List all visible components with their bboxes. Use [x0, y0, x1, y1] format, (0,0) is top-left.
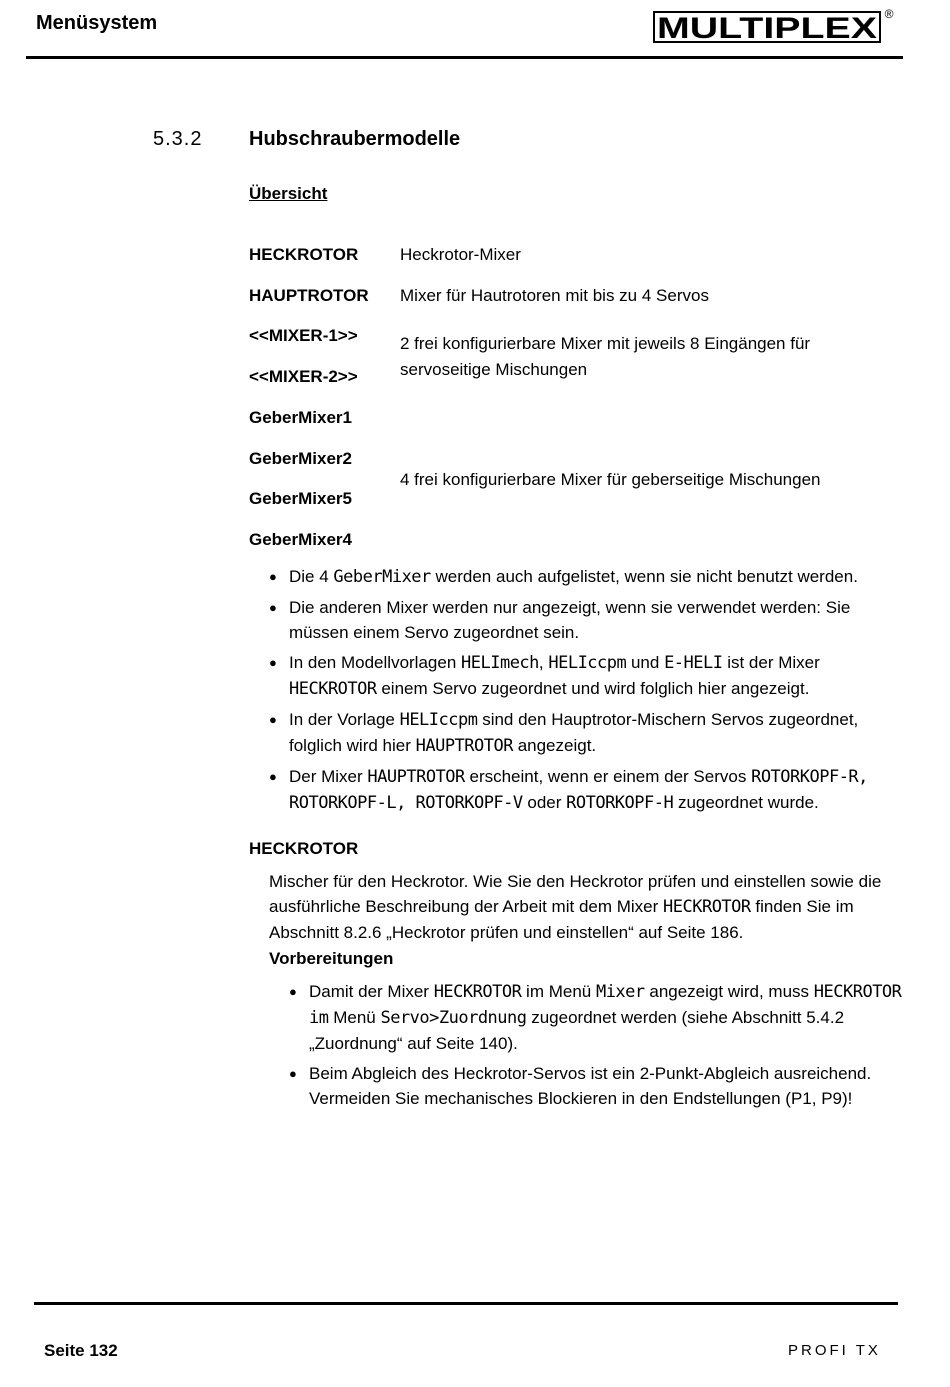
term-mixer-2: <<MIXER-2>>	[249, 367, 358, 386]
term-gebermixer4: GeberMixer4	[249, 530, 352, 549]
section-title: Hubschraubermodelle	[249, 128, 461, 150]
term-gebermixer1: GeberMixer1	[249, 408, 352, 427]
heckrotor-paragraph: Mischer für den Heckrotor. Wie Sie den Heckrotor prüfen und einstellen sowie die ausführliche Beschreibung der Arbeit mit dem Mixer HECKROTOR finden Sie im Abschnitt 8.2.6 „Heckrotor prüfen und einstellen“ auf Seite 186.	[269, 872, 882, 942]
header-rule	[26, 56, 903, 59]
term-mixer-1: <<MIXER-1>>	[249, 326, 358, 345]
multiplex-logo	[653, 6, 896, 46]
heckrotor-heading: HECKROTOR	[249, 839, 359, 858]
header-title: Menüsystem	[36, 12, 158, 34]
desc-heckrotor: Heckrotor-Mixer	[400, 245, 521, 264]
term-heckrotor: HECKROTOR	[249, 245, 359, 264]
note-item: ● Die 4 GeberMixer werden auch aufgelistet, wenn sie nicht benutzt werden.	[269, 564, 899, 590]
term-gebermixer5: GeberMixer5	[249, 489, 352, 508]
note-item: ● In der Vorlage HELIccpm sind den Hauptrotor-Mischern Servos zugeordnet, folglich wird hier HAUPTROTOR angezeigt.	[269, 707, 899, 759]
term-hauptrotor: HAUPTROTOR	[249, 286, 369, 305]
preparation-item: ● Damit der Mixer HECKROTOR im Menü Mixer angezeigt wird, muss HECKROTOR im Menü Servo>Zuordnung zugeordnet werden (siehe Abschnitt 5.4.2 „Zuordnung“ auf Seite 140).	[289, 979, 904, 1056]
logo-text: MULTIPLEX	[657, 12, 877, 45]
note-item: ● Die anderen Mixer werden nur angezeigt, wenn sie verwendet werden: Sie müssen einem Servo zugeordnet sein.	[269, 595, 899, 645]
preparation-item: ● Beim Abgleich des Heckrotor-Servos ist ein 2-Punkt-Abgleich ausreichend. Vermeiden Sie mechanisches Blockieren in den Endstellungen (P1, P9)!	[289, 1061, 904, 1111]
preparations-list	[289, 979, 904, 1116]
section-number: 5.3.2	[153, 128, 203, 150]
footer-rule	[34, 1302, 898, 1305]
desc-gebermixer: 4 frei konfigurierbare Mixer für geberseitige Mischungen	[400, 470, 821, 489]
note-item: ● Der Mixer HAUPTROTOR erscheint, wenn er einem der Servos ROTORKOPF-R, ROTORKOPF-L, ROTORKOPF-V oder ROTORKOPF-H zugeordnet wurde.	[269, 764, 899, 816]
note-item: ● In den Modellvorlagen HELImech, HELIccpm und E-HELI ist der Mixer HECKROTOR einem Servo zugeordnet und wird folglich hier angezeigt.	[269, 650, 899, 702]
overview-heading: Übersicht	[249, 184, 328, 203]
page-number: Seite 132	[44, 1341, 118, 1360]
product-name: PROFI TX	[788, 1342, 881, 1359]
registered-mark: ®	[884, 7, 894, 21]
overview-notes	[269, 564, 899, 821]
preparations-heading: Vorbereitungen	[269, 949, 394, 968]
desc-hauptrotor: Mixer für Hautrotoren mit bis zu 4 Servos	[400, 286, 709, 305]
term-gebermixer2: GeberMixer2	[249, 449, 352, 468]
desc-mixer: 2 frei konfigurierbare Mixer mit jeweils 8 Eingängen für servoseitige Mischungen	[400, 334, 811, 379]
